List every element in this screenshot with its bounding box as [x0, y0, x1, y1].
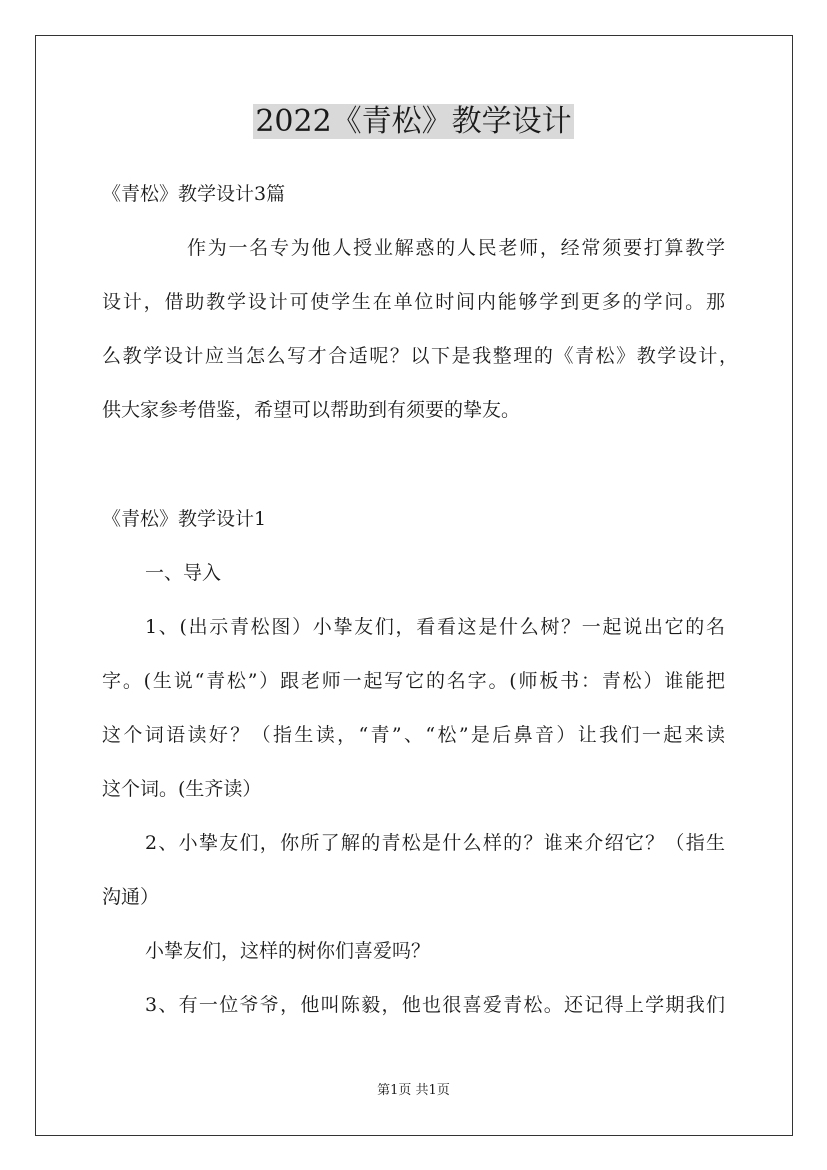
paragraph3-line-1: 小挚友们，这样的树你们喜爱吗？ [145, 940, 431, 962]
intro-line-4: 供大家参考借鉴，希望可以帮助到有须要的挚友。 [102, 399, 521, 421]
paragraph1-line-2: 字。(生说“青松”）跟老师一起写它的名字。(师板书：青松）谁能把 [102, 670, 725, 692]
page-footer: 第1页 共1页 [377, 1083, 450, 1098]
intro-line-2: 设计，借助教学设计可使学生在单位时间内能够学到更多的学问。那 [102, 291, 725, 313]
document-title-text: 2022《青松》教学设计 [255, 104, 572, 139]
paragraph4-line-1: 3、有一位爷爷，他叫陈毅，他也很喜爱青松。还记得上学期我们 [145, 994, 725, 1016]
paragraph2-line-2: 沟通） [102, 886, 160, 908]
section-heading: 《青松》教学设计1 [102, 508, 267, 530]
step-heading: 一、导入 [145, 562, 222, 584]
paragraph1-line-4: 这个词。(生齐读） [102, 778, 262, 800]
paragraph2-line-1: 2、小挚友们，你所了解的青松是什么样的？谁来介绍它？（指生 [145, 832, 725, 854]
document-title [0, 100, 827, 144]
intro-line-3: 么教学设计应当怎么写才合适呢？以下是我整理的《青松》教学设计， [102, 345, 738, 367]
paragraph1-line-1: 1、(出示青松图）小挚友们，看看这是什么树？一起说出它的名 [145, 616, 725, 638]
paragraph1-line-3: 这个词语读好？（指生读，“青”、“松”是后鼻音）让我们一起来读 [102, 724, 725, 746]
intro-line-1: 作为一名专为他人授业解惑的人民老师，经常须要打算教学 [187, 237, 725, 259]
document-subtitle: 《青松》教学设计3篇 [102, 183, 286, 205]
